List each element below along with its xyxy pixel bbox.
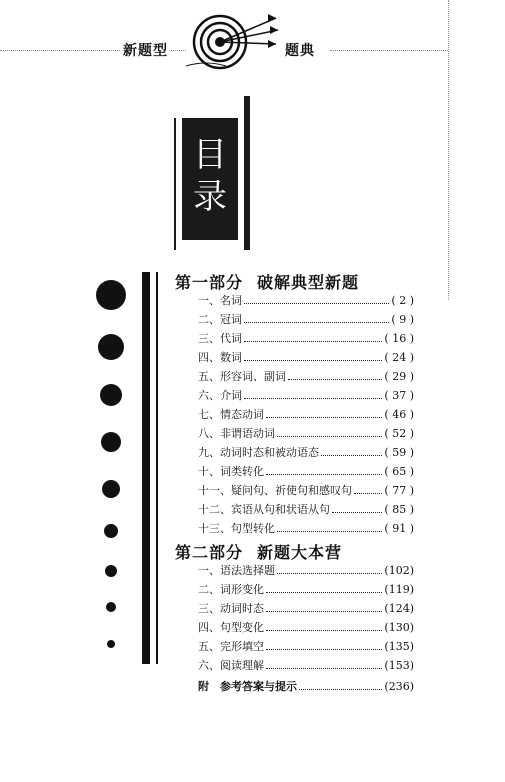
toc-entry-page: ( 59 )	[384, 446, 414, 459]
toc-entry[interactable]	[198, 292, 414, 310]
dot-leader	[288, 370, 382, 380]
dot-leader	[266, 602, 382, 612]
toc-entry-label: 八、非谓语动词	[198, 427, 275, 440]
dot-leader	[244, 313, 389, 323]
toc-entry-label: 七、情态动词	[198, 408, 264, 421]
toc-entry-label: 九、动词时态和被动语态	[198, 446, 319, 459]
toc-entry-label: 五、完形填空	[198, 640, 264, 653]
header-title-right: 题典	[282, 40, 318, 60]
decor-dot	[105, 565, 117, 577]
toc-entry-page: ( 77 )	[384, 484, 414, 497]
dot-leader	[244, 294, 389, 304]
dot-leader	[266, 408, 382, 418]
toc-entry[interactable]	[198, 406, 414, 424]
dot-leader	[266, 659, 382, 669]
part-2-title	[175, 540, 342, 563]
dot-leader	[354, 484, 382, 494]
dot-leader	[266, 640, 382, 650]
dot-leader	[277, 427, 382, 437]
toc-appendix-entry[interactable]	[198, 678, 414, 694]
dot-leader	[244, 332, 382, 342]
toc-entry-label: 十、词类转化	[198, 465, 264, 478]
toc-entry[interactable]	[198, 463, 414, 481]
dot-leader	[266, 621, 382, 631]
toc-entry-page: ( 52 )	[384, 427, 414, 440]
toc-entry-label: 十三、句型转化	[198, 522, 275, 535]
decor-dot	[96, 280, 126, 310]
toc-entry-page: ( 65 )	[384, 465, 414, 478]
toc-entry-page: (102)	[384, 564, 414, 577]
toc-entry-page: (130)	[384, 621, 414, 634]
target-logo-icon	[186, 10, 286, 74]
toc-entry[interactable]	[198, 330, 414, 348]
toc-entry-page: ( 46 )	[384, 408, 414, 421]
part-2-name: 新题大本营	[257, 543, 343, 562]
toc-entry-label: 一、名词	[198, 294, 242, 307]
header-rule-right	[330, 50, 448, 51]
toc-entry-label: 十二、宾语从句和状语从句	[198, 503, 330, 516]
margin-rule	[448, 0, 449, 300]
toc-entry[interactable]	[198, 619, 414, 637]
dot-leader	[321, 446, 382, 456]
decor-dot	[102, 480, 120, 498]
decor-dot	[98, 334, 124, 360]
dot-leader	[332, 503, 382, 513]
toc-entry[interactable]	[198, 368, 414, 386]
toc-entry-label: 三、代词	[198, 332, 242, 345]
toc-entry-page: (124)	[384, 602, 414, 615]
decor-dot	[101, 432, 121, 452]
contents-heading-char-2: 录	[193, 177, 227, 217]
part-1-name: 破解典型新题	[257, 273, 360, 292]
cover-bar-right	[244, 96, 250, 250]
part-1-number: 第一部分	[175, 273, 244, 292]
toc-entry-page: ( 37 )	[384, 389, 414, 402]
decor-dot	[106, 602, 116, 612]
appendix-label: 附 参考答案与提示	[198, 680, 297, 693]
toc-entry-page: (153)	[384, 659, 414, 672]
toc-entry-page: ( 29 )	[384, 370, 414, 383]
appendix-page: (236)	[384, 680, 414, 693]
toc-entry-label: 十一、疑问句、祈使句和感叹句	[198, 484, 352, 497]
toc-entry-page: ( 9 )	[391, 313, 414, 326]
toc-entry[interactable]	[198, 425, 414, 443]
decor-dot	[100, 384, 122, 406]
cover-bar-left	[174, 118, 176, 250]
dot-leader	[244, 389, 382, 399]
toc-entry[interactable]	[198, 581, 414, 599]
toc-rule-thin	[156, 272, 158, 664]
toc-entry-page: (119)	[384, 583, 414, 596]
toc-entry-page: ( 91 )	[384, 522, 414, 535]
toc-entry-label: 四、数词	[198, 351, 242, 364]
toc-entry-label: 二、冠词	[198, 313, 242, 326]
toc-entry-page: ( 24 )	[384, 351, 414, 364]
toc-entry-label: 四、句型变化	[198, 621, 264, 634]
toc-entry-label: 六、阅读理解	[198, 659, 264, 672]
toc-entry[interactable]	[198, 638, 414, 656]
part-1-title	[175, 270, 359, 293]
dot-leader	[299, 680, 382, 690]
toc-entry[interactable]	[198, 311, 414, 329]
toc-rule-thick	[142, 272, 150, 664]
toc-entry[interactable]	[198, 349, 414, 367]
dot-leader	[266, 465, 382, 475]
dot-leader	[244, 351, 382, 361]
dot-leader	[277, 564, 382, 574]
toc-entry[interactable]	[198, 600, 414, 618]
contents-heading-char-1: 目	[193, 135, 227, 175]
toc-entry-label: 六、介词	[198, 389, 242, 402]
toc-entry[interactable]	[198, 562, 414, 580]
toc-entry[interactable]	[198, 520, 414, 538]
toc-entry-page: ( 85 )	[384, 503, 414, 516]
toc-entry[interactable]	[198, 482, 414, 500]
toc-entry[interactable]	[198, 444, 414, 462]
decor-dot	[107, 640, 115, 648]
toc-entry[interactable]	[198, 387, 414, 405]
dot-leader	[277, 522, 382, 532]
decor-dot	[104, 524, 118, 538]
toc-entry[interactable]	[198, 657, 414, 675]
dot-leader	[266, 583, 382, 593]
toc-entry-label: 五、形容词、副词	[198, 370, 286, 383]
part-2-number: 第二部分	[175, 543, 244, 562]
toc-entry-label: 三、动词时态	[198, 602, 264, 615]
toc-entry-page: (135)	[384, 640, 414, 653]
toc-entry-page: ( 16 )	[384, 332, 414, 345]
toc-entry-label: 二、词形变化	[198, 583, 264, 596]
toc-entry-page: ( 2 )	[391, 294, 414, 307]
toc-entry[interactable]	[198, 501, 414, 519]
toc-entry-label: 一、语法选择题	[198, 564, 275, 577]
header-title-left: 新题型	[120, 40, 171, 60]
